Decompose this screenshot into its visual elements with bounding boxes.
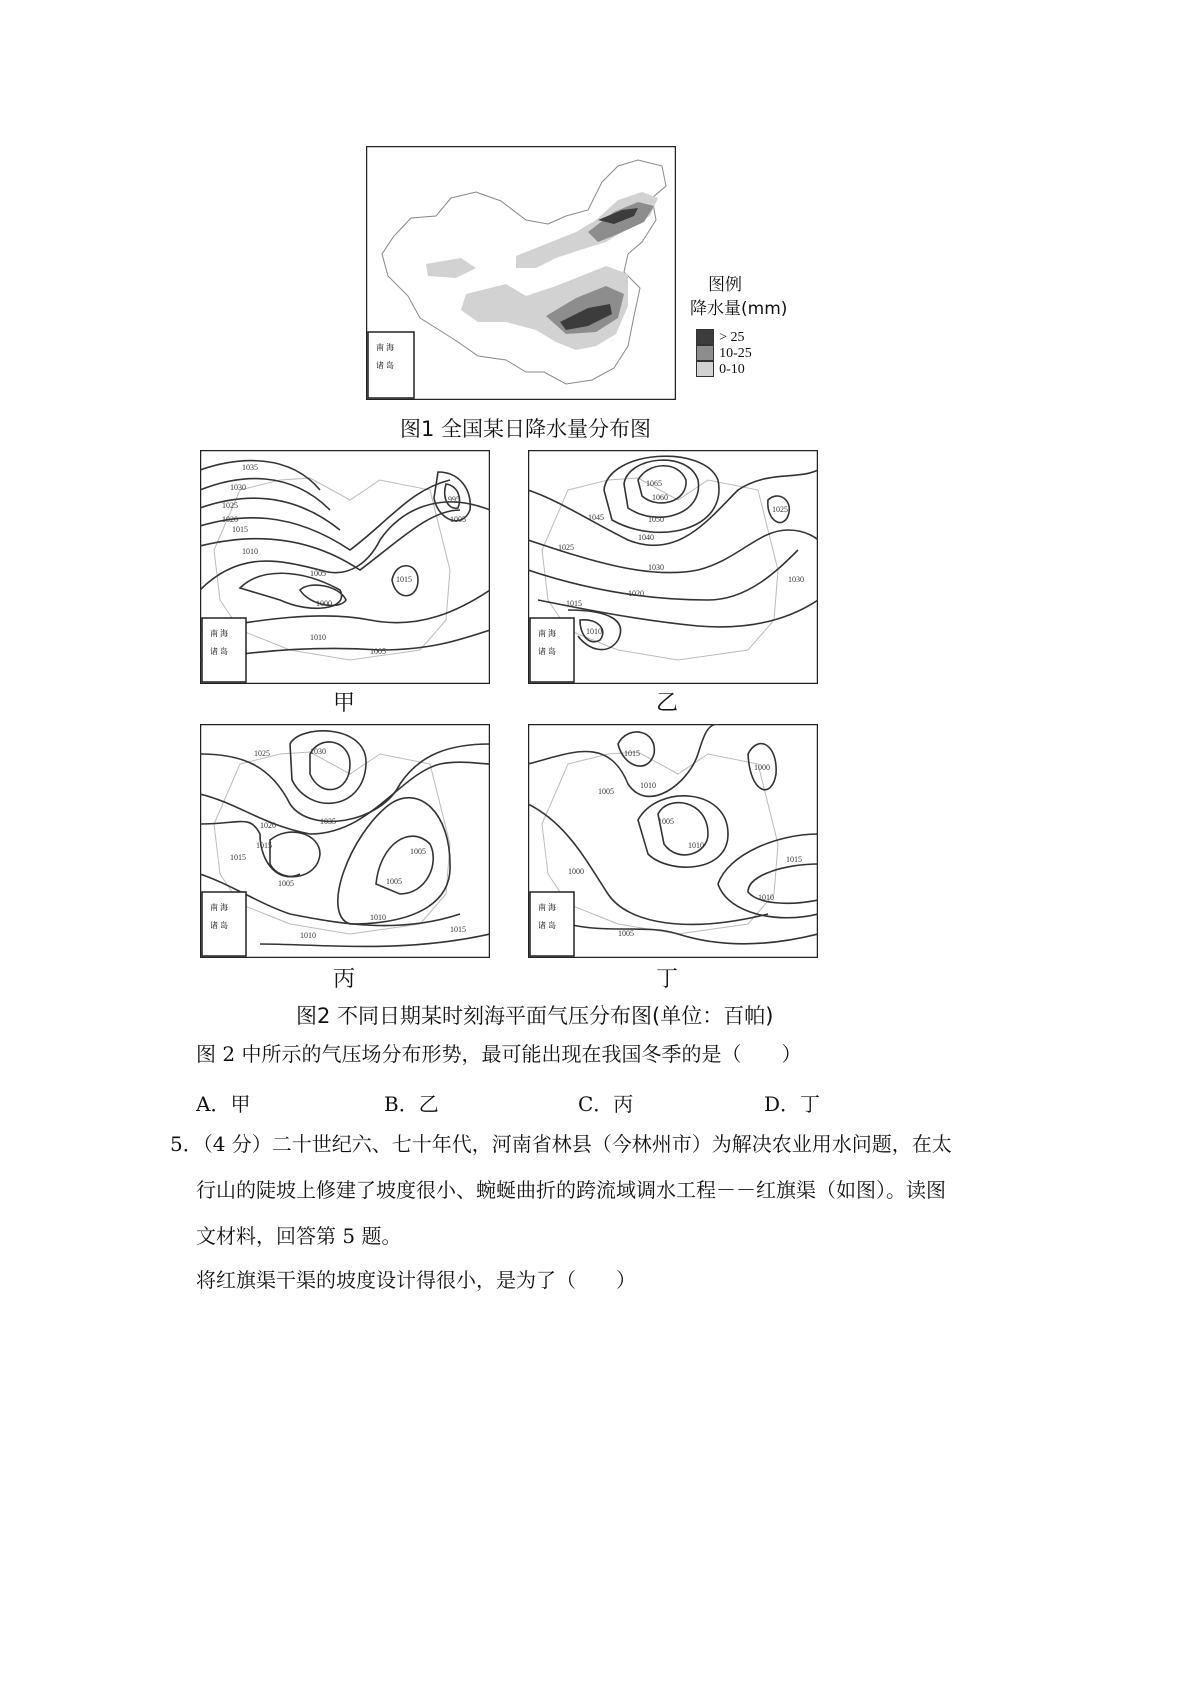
question-5-stem: 将红旗渠干渠的坡度设计得很小，是为了（ ） xyxy=(196,1268,636,1292)
option-d: D．丁 xyxy=(764,1092,821,1116)
svg-text:1005: 1005 xyxy=(598,787,614,796)
svg-text:南 海: 南 海 xyxy=(210,629,228,638)
option-b: B．乙 xyxy=(384,1092,439,1116)
svg-text:南 海: 南 海 xyxy=(210,903,228,912)
panel-label-bing: 丙 xyxy=(333,967,356,992)
svg-text:1010: 1010 xyxy=(688,841,704,850)
option-c: C．丙 xyxy=(578,1092,634,1116)
legend-title: 图例 xyxy=(708,275,742,295)
svg-text:1005: 1005 xyxy=(278,879,294,888)
panel-label-yi: 乙 xyxy=(656,691,679,716)
svg-text:1010: 1010 xyxy=(242,547,258,556)
svg-text:1030: 1030 xyxy=(788,575,804,584)
question-5-line-3: 文材料，回答第 5 题。 xyxy=(196,1224,402,1248)
svg-text:1005: 1005 xyxy=(386,877,402,886)
svg-text:1030: 1030 xyxy=(648,563,664,572)
pressure-panel-ding xyxy=(528,724,818,958)
svg-text:1015: 1015 xyxy=(450,925,466,934)
legend-subtitle: 降水量(mm) xyxy=(690,299,788,319)
svg-text:1010: 1010 xyxy=(370,913,386,922)
svg-text:1060: 1060 xyxy=(652,493,668,502)
svg-text:1015: 1015 xyxy=(786,855,802,864)
svg-text:1015: 1015 xyxy=(256,841,272,850)
svg-text:诸 岛: 诸 岛 xyxy=(376,361,394,370)
legend-label: > 25 xyxy=(719,330,745,345)
svg-text:1020: 1020 xyxy=(260,821,276,830)
svg-text:1025: 1025 xyxy=(222,501,238,510)
svg-text:1000: 1000 xyxy=(754,763,770,772)
svg-text:1045: 1045 xyxy=(588,513,604,522)
svg-text:1000: 1000 xyxy=(568,867,584,876)
svg-text:1025: 1025 xyxy=(254,749,270,758)
pressure-panel-yi xyxy=(528,450,818,684)
legend-label: 10-25 xyxy=(719,346,752,361)
figure-1-caption: 图1 全国某日降水量分布图 xyxy=(400,417,652,441)
isobar-map xyxy=(200,724,490,958)
svg-text:1025: 1025 xyxy=(558,543,574,552)
svg-text:1030: 1030 xyxy=(230,483,246,492)
svg-text:1050: 1050 xyxy=(648,515,664,524)
svg-text:1025: 1025 xyxy=(772,505,788,514)
svg-text:南 海: 南 海 xyxy=(538,903,556,912)
question-5-line-1: 5．（4 分）二十世纪六、七十年代，河南省林县（今林州市）为解决农业用水问题，在太 xyxy=(170,1132,952,1156)
svg-text:1035: 1035 xyxy=(320,817,336,826)
svg-text:1015: 1015 xyxy=(232,525,248,534)
svg-text:诸 岛: 诸 岛 xyxy=(538,921,556,930)
svg-text:1010: 1010 xyxy=(310,633,326,642)
svg-text:1030: 1030 xyxy=(310,747,326,756)
svg-text:1005: 1005 xyxy=(450,515,466,524)
svg-text:1005: 1005 xyxy=(410,847,426,856)
svg-text:1015: 1015 xyxy=(624,749,640,758)
svg-text:1005: 1005 xyxy=(370,647,386,656)
panel-label-jia: 甲 xyxy=(333,691,356,716)
legend-swatch xyxy=(696,361,714,377)
precipitation-map xyxy=(366,146,676,400)
svg-text:995: 995 xyxy=(448,495,460,504)
isobar-map xyxy=(528,724,818,958)
svg-text:1020: 1020 xyxy=(628,589,644,598)
figure-1 xyxy=(366,146,676,400)
svg-text:1015: 1015 xyxy=(566,599,582,608)
svg-text:诸 岛: 诸 岛 xyxy=(210,647,228,656)
svg-text:1010: 1010 xyxy=(758,893,774,902)
legend-item xyxy=(696,358,745,378)
svg-text:1020: 1020 xyxy=(222,515,238,524)
svg-text:1010: 1010 xyxy=(586,627,602,636)
svg-text:1000: 1000 xyxy=(316,599,332,608)
svg-text:1010: 1010 xyxy=(300,931,316,940)
svg-text:诸 岛: 诸 岛 xyxy=(538,647,556,656)
svg-text:1005: 1005 xyxy=(310,569,326,578)
svg-text:1010: 1010 xyxy=(640,781,656,790)
svg-text:1005: 1005 xyxy=(618,929,634,938)
figure-2-caption: 图2 不同日期某时刻海平面气压分布图(单位：百帕) xyxy=(296,1004,774,1028)
svg-text:1005: 1005 xyxy=(658,817,674,826)
pressure-panel-jia xyxy=(200,450,490,684)
pressure-panel-bing xyxy=(200,724,490,958)
question-4-stem: 图 2 中所示的气压场分布形势，最可能出现在我国冬季的是（ ） xyxy=(196,1042,802,1066)
option-a: A．甲 xyxy=(196,1092,251,1116)
figure-1-legend xyxy=(690,270,790,380)
svg-text:1015: 1015 xyxy=(396,575,412,584)
svg-text:诸 岛: 诸 岛 xyxy=(210,921,228,930)
isobar-map xyxy=(528,450,818,684)
svg-text:1015: 1015 xyxy=(230,853,246,862)
isobar-map xyxy=(200,450,490,684)
svg-text:1040: 1040 xyxy=(638,533,654,542)
panel-label-ding: 丁 xyxy=(656,967,679,992)
svg-text:1035: 1035 xyxy=(242,463,258,472)
svg-text:1065: 1065 xyxy=(646,479,662,488)
svg-text:南 海: 南 海 xyxy=(376,343,394,352)
question-5-line-2: 行山的陡坡上修建了坡度很小、蜿蜒曲折的跨流域调水工程－－红旗渠（如图）。读图 xyxy=(196,1178,946,1202)
legend-label: 0-10 xyxy=(719,362,745,377)
svg-text:南 海: 南 海 xyxy=(538,629,556,638)
